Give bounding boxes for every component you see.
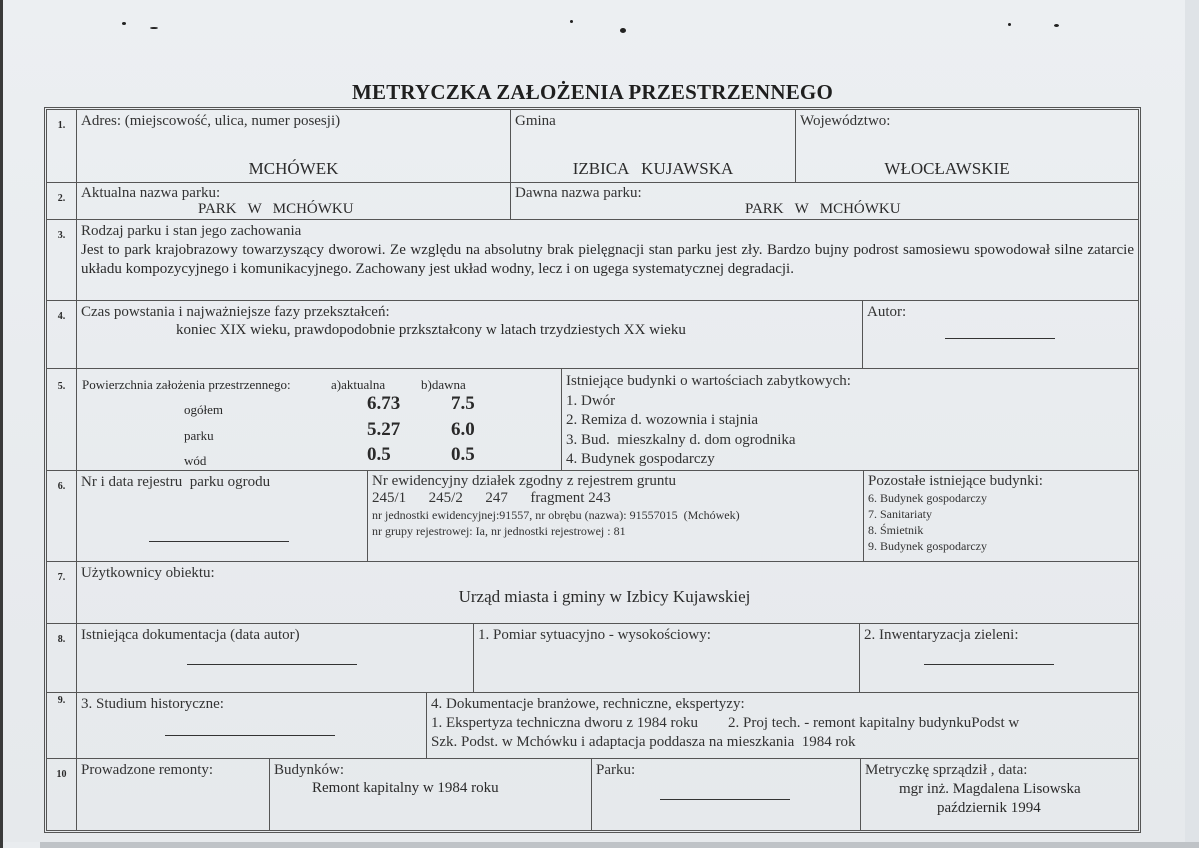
area-cell xyxy=(77,369,562,471)
plots-label: Nr ewidencyjny działek zgodny z rejestrem gruntu xyxy=(372,473,677,489)
plots-unit-info: nr jednostki ewidencyjnej:91557, nr obrębu (nazwa): 91557015 (Mchówek) xyxy=(372,508,740,522)
scan-speck xyxy=(150,27,158,29)
other-buildings-cell xyxy=(864,471,1138,562)
survey-label: 1. Pomiar sytuacyjno - wysokościowy: xyxy=(478,627,711,643)
form-table xyxy=(44,107,1141,833)
row-number: 10 xyxy=(47,759,77,830)
heritage-buildings-cell xyxy=(562,369,1138,471)
park-type-text: Jest to park krajobrazowy towarzyszący dworowi. Ze względu na absolutny brak pielęgnacji stan parku jest zły. Bardzo bujny podrost samosiewu spowodował silne zatarcie układu kompozycyjnego i komunikacyjnego. Zachowany jest układ wodny, lecz i on ugega systematycznej degradacji. xyxy=(81,242,1134,277)
park-renovation-blank-line xyxy=(660,799,790,800)
creation-time-cell xyxy=(77,301,863,369)
row-number: 8. xyxy=(47,624,77,693)
users-label: Użytkownicy obiektu: xyxy=(81,565,215,581)
row-number: 1. xyxy=(47,110,77,183)
users-value: Urząd miasta i gminy w Izbicy Kujawskiej xyxy=(458,587,751,606)
renovations-label: Prowadzone remonty: xyxy=(81,762,214,778)
row-number: 9. xyxy=(47,693,77,759)
other-building-item: 7. Sanitariaty xyxy=(868,507,932,521)
creation-time-label: Czas powstania i najważniejsze fazy przekształceń: xyxy=(81,304,390,320)
buildings-renovation-label: Budynków: xyxy=(274,762,345,778)
docs-label: Istniejąca dokumentacja (data autor) xyxy=(81,627,300,643)
heritage-buildings-label: Istniejące budynki o wartościach zabytkowych: xyxy=(566,373,851,389)
docs-cell xyxy=(77,624,474,693)
register-blank-line xyxy=(149,541,289,542)
users-cell xyxy=(77,562,1138,624)
other-building-item: 9. Budynek gospodarczy xyxy=(868,539,987,553)
area-row-label: ogółem xyxy=(184,402,223,417)
author-blank-line xyxy=(945,338,1055,339)
industry-docs-line: Szk. Podst. w Mchówku i adaptacja poddasza na mieszkania 1984 rok xyxy=(431,734,856,750)
buildings-renovation-value: Remont kapitalny w 1984 roku xyxy=(312,780,499,796)
gmina-value: IZBICA KUJAWSKA xyxy=(572,159,734,178)
survey-cell xyxy=(474,624,860,693)
wojewodztwo-cell xyxy=(796,110,1138,183)
author-cell xyxy=(863,301,1138,369)
scan-edge-right xyxy=(1185,0,1199,848)
address-label: Adres: (miejscowość, ulica, numer posesji) xyxy=(81,113,341,129)
prepared-by-cell xyxy=(861,759,1138,830)
area-row-b: 6.0 xyxy=(451,419,475,440)
area-label: Powierzchnia założenia przestrzennego: xyxy=(82,377,291,392)
wojewodztwo-value: WŁOCŁAWSKIE xyxy=(884,159,1010,178)
industry-docs-label: 4. Dokumentacje branżowe, rechniczne, ekspertyzy: xyxy=(431,696,745,712)
heritage-building-item: 2. Remiza d. wozownia i stajnia xyxy=(566,412,759,428)
prepared-by-label: Metryczkę sprządził , data: xyxy=(865,762,1028,778)
author-label: Autor: xyxy=(867,304,907,320)
park-renovation-label: Parku: xyxy=(596,762,636,778)
gmina-label: Gmina xyxy=(515,113,556,129)
document-title: METRYCZKA ZAŁOŻENIA PRZESTRZENNEGO xyxy=(352,80,833,104)
address-value: MCHÓWEK xyxy=(248,159,339,178)
history-label: 3. Studium historyczne: xyxy=(81,696,224,712)
register-cell xyxy=(77,471,368,562)
gmina-cell xyxy=(511,110,796,183)
area-col-a: a)aktualna xyxy=(331,377,386,392)
scan-speck xyxy=(122,22,126,25)
row-number: 7. xyxy=(47,562,77,624)
greenery-cell xyxy=(860,624,1138,693)
area-row-label: parku xyxy=(184,428,214,443)
industry-docs-line: 1. Ekspertyza techniczna dworu z 1984 roku 2. Proj tech. - remont kapitalny budynkuPodst w xyxy=(431,715,1020,731)
register-label: Nr i data rejestru parku ogrodu xyxy=(81,474,271,490)
history-blank-line xyxy=(165,735,335,736)
heritage-building-item: 3. Bud. mieszkalny d. dom ogrodnika xyxy=(566,431,796,448)
row-number: 3. xyxy=(47,220,77,301)
heritage-building-item: 4. Budynek gospodarczy xyxy=(566,451,715,467)
park-type-cell xyxy=(77,220,1138,301)
plots-group-info: nr grupy rejestrowej: Ia, nr jednostki rejestrowej : 81 xyxy=(372,524,626,538)
greenery-blank-line xyxy=(924,664,1054,665)
renovations-cell xyxy=(77,759,270,830)
other-building-item: 8. Śmietnik xyxy=(868,523,924,537)
area-row-a: 6.73 xyxy=(367,393,401,414)
area-row-b: 0.5 xyxy=(451,444,475,465)
area-row-a: 0.5 xyxy=(367,444,391,465)
prepared-date: październik 1994 xyxy=(937,800,1041,816)
scan-speck xyxy=(1054,24,1059,27)
scan-edge-left xyxy=(0,0,3,848)
row-number: 6. xyxy=(47,471,77,562)
greenery-label: 2. Inwentaryzacja zieleni: xyxy=(864,627,1019,643)
buildings-renovation-cell xyxy=(270,759,592,830)
park-type-label: Rodzaj parku i stan jego zachowania xyxy=(81,223,302,239)
former-name-cell xyxy=(511,183,1138,220)
docs-blank-line xyxy=(187,664,357,665)
scan-speck xyxy=(620,28,626,33)
current-name-cell xyxy=(77,183,511,220)
prepared-by-name: mgr inż. Magdalena Lisowska xyxy=(899,781,1081,797)
former-name-value: PARK W MCHÓWKU xyxy=(745,201,901,217)
wojewodztwo-label: Województwo: xyxy=(800,113,891,129)
area-row-b: 7.5 xyxy=(451,393,475,414)
creation-time-value: koniec XIX wieku, prawdopodobnie przkształcony w latach trzydziestych XX wieku xyxy=(176,322,686,338)
address-cell xyxy=(77,110,511,183)
area-row-label: wód xyxy=(184,453,207,468)
area-row-a: 5.27 xyxy=(367,419,401,440)
scan-speck xyxy=(570,20,573,23)
industry-docs-cell xyxy=(427,693,1138,759)
park-renovation-cell xyxy=(592,759,861,830)
scan-speck xyxy=(1008,23,1011,26)
other-buildings-label: Pozostałe istniejące budynki: xyxy=(868,473,1043,489)
heritage-building-item: 1. Dwór xyxy=(566,392,616,409)
plots-values: 245/1 245/2 247 fragment 243 xyxy=(372,490,611,506)
row-number: 4. xyxy=(47,301,77,369)
row-number: 5. xyxy=(47,369,77,471)
current-name-label: Aktualna nazwa parku: xyxy=(81,185,221,201)
scan-edge-bottom xyxy=(40,842,1199,848)
plots-cell xyxy=(368,471,864,562)
current-name-value: PARK W MCHÓWKU xyxy=(198,201,354,217)
history-cell xyxy=(77,693,427,759)
other-building-item: 6. Budynek gospodarczy xyxy=(868,491,987,505)
former-name-label: Dawna nazwa parku: xyxy=(515,185,642,201)
row-number: 2. xyxy=(47,183,77,220)
area-col-b: b)dawna xyxy=(421,377,466,392)
